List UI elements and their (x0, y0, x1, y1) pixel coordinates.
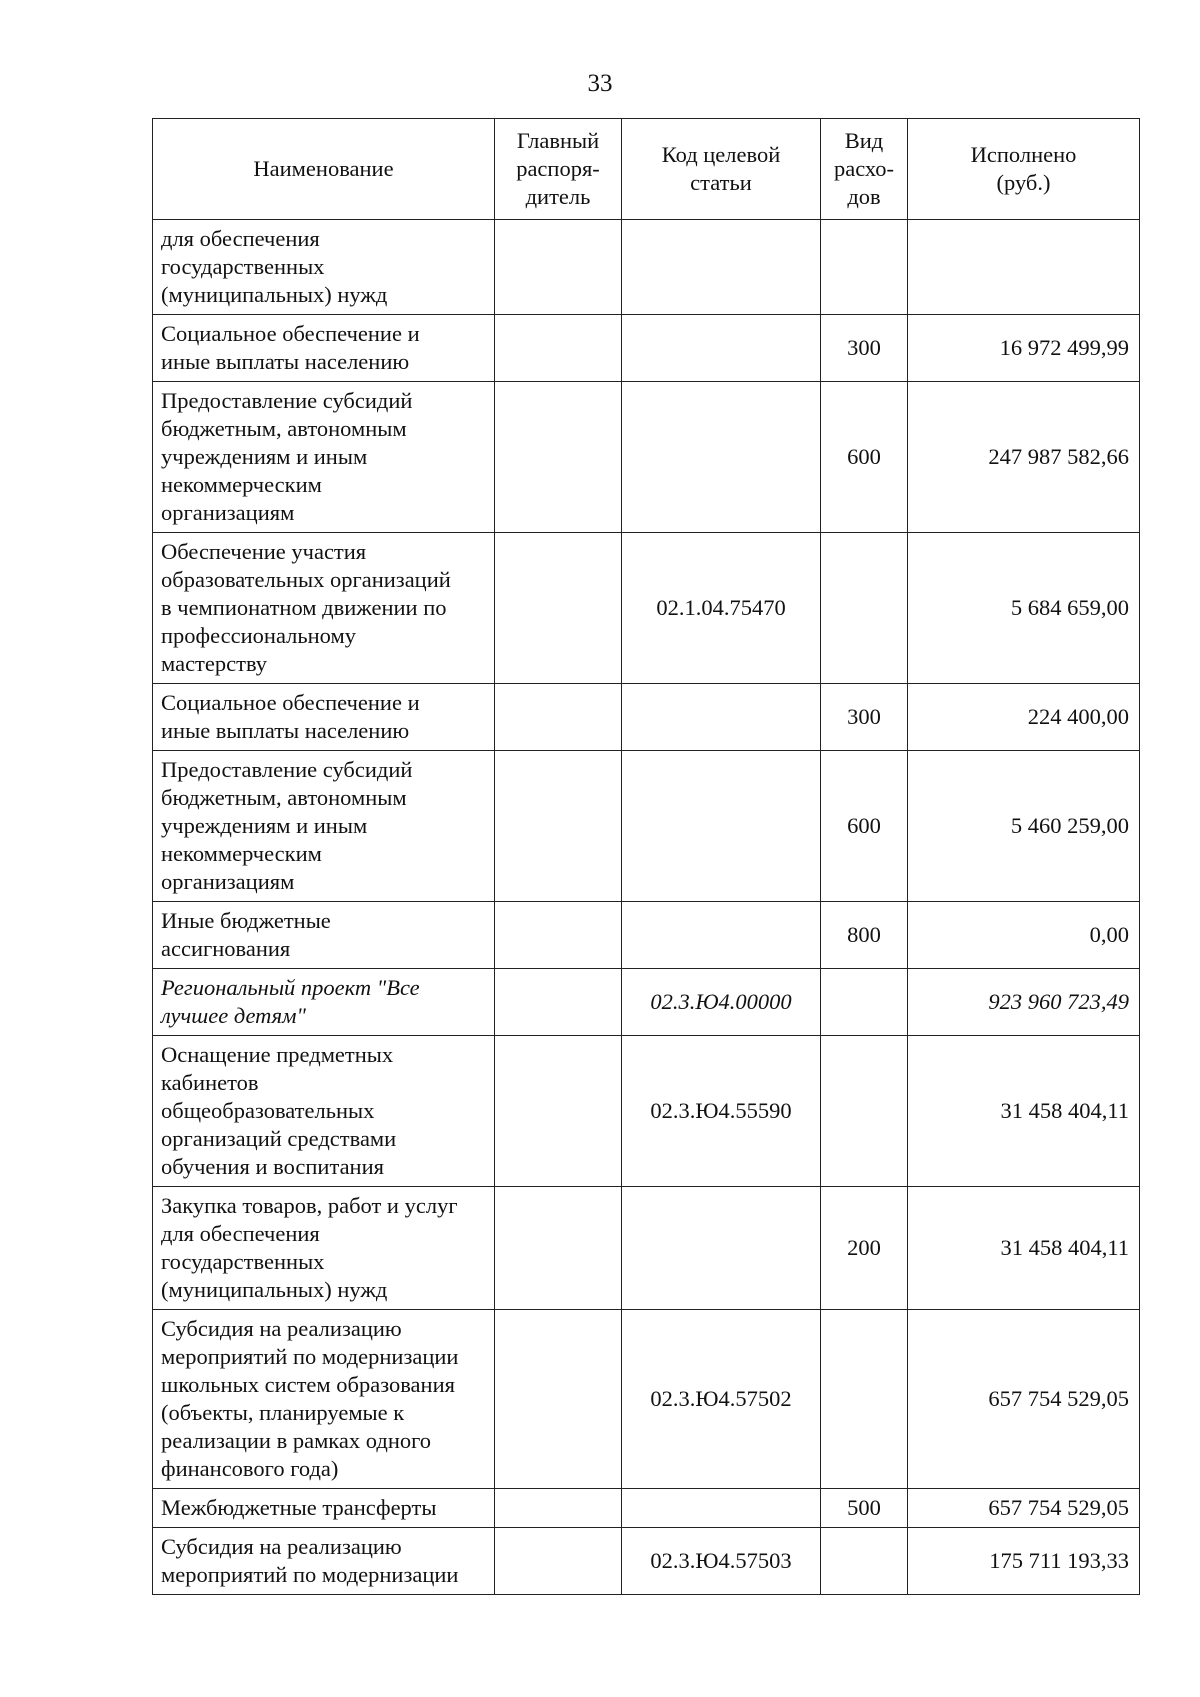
row-executed-amount-text: 657 754 529,05 (988, 1386, 1129, 1411)
row-target-code-text: 02.3.Ю4.57502 (650, 1386, 792, 1411)
row-name (153, 1489, 495, 1528)
row-target-code (622, 1528, 821, 1595)
row-expense-type (821, 533, 908, 684)
row-name-text: Межбюджетные трансферты (161, 1495, 437, 1520)
row-name-text: Региональный проект "Все лучшее детям" (161, 975, 420, 1028)
row-executed-amount-text: 247 987 582,66 (988, 444, 1129, 469)
row-target-code (622, 751, 821, 902)
row-executed-amount (908, 1036, 1140, 1187)
row-name-text: Предоставление субсидий бюджетным, автономным учреждениям и иным некоммерческим организациям (161, 388, 413, 525)
budget-execution-table (152, 118, 1140, 1595)
row-executed-amount (908, 1528, 1140, 1595)
row-target-code (622, 1036, 821, 1187)
row-target-code (622, 902, 821, 969)
table-header-row (153, 119, 1140, 220)
table-row (153, 382, 1140, 533)
row-name-text: Социальное обеспечение и иные выплаты населению (161, 690, 420, 743)
row-executed-amount-text: 224 400,00 (1027, 704, 1129, 729)
row-name (153, 1310, 495, 1489)
header-target-code: Код целевой статьи (622, 119, 821, 220)
row-expense-type-text: 600 (847, 813, 881, 838)
row-chief-administrator (495, 220, 622, 315)
row-executed-amount (908, 1310, 1140, 1489)
row-name-text: Обеспечение участия образовательных организаций в чемпионатном движении по профессиональному мастерству (161, 539, 451, 676)
row-expense-type-text: 300 (847, 704, 881, 729)
row-name-text: Субсидия на реализацию мероприятий по модернизации (161, 1534, 459, 1587)
row-expense-type (821, 1036, 908, 1187)
row-expense-type-text: 600 (847, 444, 881, 469)
row-target-code (622, 533, 821, 684)
row-executed-amount-text: 16 972 499,99 (999, 335, 1129, 360)
row-chief-administrator (495, 1489, 622, 1528)
row-name-text: Иные бюджетные ассигнования (161, 908, 331, 961)
table-row (153, 533, 1140, 684)
row-expense-type-text: 200 (847, 1235, 881, 1260)
row-executed-amount (908, 382, 1140, 533)
row-executed-amount (908, 1489, 1140, 1528)
row-name (153, 1528, 495, 1595)
row-expense-type (821, 1528, 908, 1595)
row-target-code-text: 02.3.Ю4.57503 (650, 1548, 792, 1573)
row-expense-type (821, 220, 908, 315)
row-executed-amount (908, 902, 1140, 969)
row-name-text: Субсидия на реализацию мероприятий по модернизации школьных систем образования (объекты, планируемые к реализации в рамках одного финансового года) (161, 1316, 459, 1481)
row-executed-amount (908, 1187, 1140, 1310)
row-name-text: Предоставление субсидий бюджетным, автономным учреждениям и иным некоммерческим организациям (161, 757, 413, 894)
row-chief-administrator (495, 684, 622, 751)
row-target-code-text: 02.1.04.75470 (656, 595, 786, 620)
row-name-text: Социальное обеспечение и иные выплаты населению (161, 321, 420, 374)
row-expense-type (821, 315, 908, 382)
table-body (153, 220, 1140, 1595)
row-target-code (622, 969, 821, 1036)
row-target-code (622, 1187, 821, 1310)
header-expense-type: Вид расхо- дов (821, 119, 908, 220)
row-name (153, 1187, 495, 1310)
table-row (153, 315, 1140, 382)
header-executed-amount: Исполнено (руб.) (908, 119, 1140, 220)
row-target-code (622, 684, 821, 751)
row-target-code-text: 02.3.Ю4.55590 (650, 1098, 792, 1123)
table-row (153, 969, 1140, 1036)
row-executed-amount-text: 31 458 404,11 (1000, 1098, 1129, 1123)
row-name-text: для обеспечения государственных (муниципальных) нужд (161, 226, 388, 307)
row-name (153, 684, 495, 751)
row-executed-amount (908, 684, 1140, 751)
row-expense-type (821, 1489, 908, 1528)
row-target-code (622, 382, 821, 533)
row-target-code (622, 315, 821, 382)
row-expense-type (821, 902, 908, 969)
row-name-text: Оснащение предметных кабинетов общеобразовательных организаций средствами обучения и воспитания (161, 1042, 397, 1179)
row-target-code-text: 02.3.Ю4.00000 (650, 989, 792, 1014)
row-chief-administrator (495, 1036, 622, 1187)
table-row (153, 1489, 1140, 1528)
header-name: Наименование (153, 119, 495, 220)
row-executed-amount-text: 0,00 (1089, 922, 1129, 947)
table-row (153, 220, 1140, 315)
row-chief-administrator (495, 1310, 622, 1489)
table-row (153, 902, 1140, 969)
row-chief-administrator (495, 315, 622, 382)
row-chief-administrator (495, 969, 622, 1036)
row-executed-amount-text: 5 684 659,00 (1010, 595, 1129, 620)
row-chief-administrator (495, 382, 622, 533)
row-name (153, 382, 495, 533)
row-executed-amount (908, 315, 1140, 382)
row-chief-administrator (495, 902, 622, 969)
row-target-code (622, 220, 821, 315)
row-executed-amount-text: 923 960 723,49 (988, 989, 1129, 1014)
row-chief-administrator (495, 1528, 622, 1595)
table-row (153, 1036, 1140, 1187)
row-target-code (622, 1310, 821, 1489)
row-name (153, 220, 495, 315)
header-chief-administrator: Главный распоря- дитель (495, 119, 622, 220)
row-name (153, 969, 495, 1036)
table-row (153, 684, 1140, 751)
row-executed-amount (908, 969, 1140, 1036)
row-chief-administrator (495, 533, 622, 684)
table-row (153, 751, 1140, 902)
row-expense-type-text: 300 (847, 335, 881, 360)
row-expense-type (821, 382, 908, 533)
row-executed-amount-text: 657 754 529,05 (988, 1495, 1129, 1520)
row-expense-type-text: 800 (847, 922, 881, 947)
row-executed-amount (908, 220, 1140, 315)
row-name (153, 902, 495, 969)
table-row (153, 1528, 1140, 1595)
row-expense-type (821, 1310, 908, 1489)
row-name (153, 751, 495, 902)
row-expense-type-text: 500 (847, 1495, 881, 1520)
row-name (153, 1036, 495, 1187)
row-executed-amount (908, 751, 1140, 902)
table-row (153, 1187, 1140, 1310)
row-executed-amount-text: 31 458 404,11 (1000, 1235, 1129, 1260)
row-expense-type (821, 751, 908, 902)
row-chief-administrator (495, 751, 622, 902)
row-executed-amount-text: 5 460 259,00 (1010, 813, 1129, 838)
row-expense-type (821, 1187, 908, 1310)
row-expense-type (821, 684, 908, 751)
row-name (153, 533, 495, 684)
row-chief-administrator (495, 1187, 622, 1310)
row-expense-type (821, 969, 908, 1036)
page-number: 33 (587, 70, 613, 97)
row-name-text: Закупка товаров, работ и услуг для обеспечения государственных (муниципальных) нужд (161, 1193, 458, 1302)
row-target-code (622, 1489, 821, 1528)
row-executed-amount (908, 533, 1140, 684)
row-name (153, 315, 495, 382)
row-executed-amount-text: 175 711 193,33 (989, 1548, 1129, 1573)
table-row (153, 1310, 1140, 1489)
